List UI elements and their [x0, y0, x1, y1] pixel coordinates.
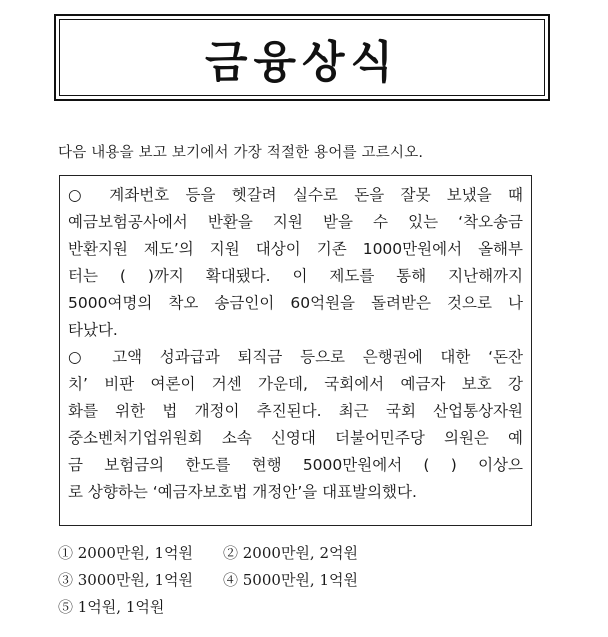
passage-line: 타났다.: [68, 321, 118, 339]
choice-row: [58, 594, 388, 621]
choice-2[interactable]: ② 2000만원, 2억원: [223, 544, 358, 562]
choice-4[interactable]: ④ 5000만원, 1억원: [223, 571, 358, 589]
title-box: [54, 14, 550, 101]
passage-line: ○ 계좌번호 등을 헷갈려 실수로 돈을 잘못 보냈을 때: [68, 186, 523, 204]
passage-line: 예금보험공사에서 반환을 지원 받을 수 있는 ‘착오송금: [68, 213, 523, 231]
title-box-inner: [59, 19, 545, 96]
choice-row: [58, 567, 388, 594]
question-instruction: 다음 내용을 보고 보기에서 가장 적절한 용어를 고르시오.: [58, 145, 424, 161]
choice-row: [58, 540, 388, 567]
choice-1[interactable]: ① 2000만원, 1억원: [58, 544, 193, 562]
passage-line: ○ 고액 성과급과 퇴직금 등으로 은행권에 대한 ‘돈잔: [68, 348, 523, 366]
page-title: 금융상식: [204, 36, 399, 88]
passage-line: 화를 위한 법 개정이 추진된다. 최근 국회 산업통상자원: [68, 402, 523, 420]
passage-line: 금 보험금의 한도를 현행 5000만원에서 ( ) 이상으: [68, 456, 523, 474]
passage-line: 터는 ( )까지 확대됐다. 이 제도를 통해 지난해까지: [68, 267, 523, 285]
choice-5[interactable]: ⑤ 1억원, 1억원: [58, 598, 165, 616]
passage-line: 로 상향하는 ‘예금자보호법 개정안’을 대표발의했다.: [68, 483, 417, 501]
passage-line: 5000여명의 착오 송금인이 60억원을 돌려받은 것으로 나: [68, 294, 523, 312]
passage-line: 치’ 비판 여론이 거센 가운데, 국회에서 예금자 보호 강: [68, 375, 523, 393]
passage-line: 반환지원 제도’의 지원 대상이 기존 1000만원에서 올해부: [68, 240, 523, 258]
answer-choices: [58, 540, 388, 621]
passage-line: 중소벤처기업위원회 소속 신영대 더불어민주당 의원은 예: [68, 429, 523, 447]
passage-box: [59, 175, 532, 526]
choice-3[interactable]: ③ 3000만원, 1억원: [58, 571, 193, 589]
